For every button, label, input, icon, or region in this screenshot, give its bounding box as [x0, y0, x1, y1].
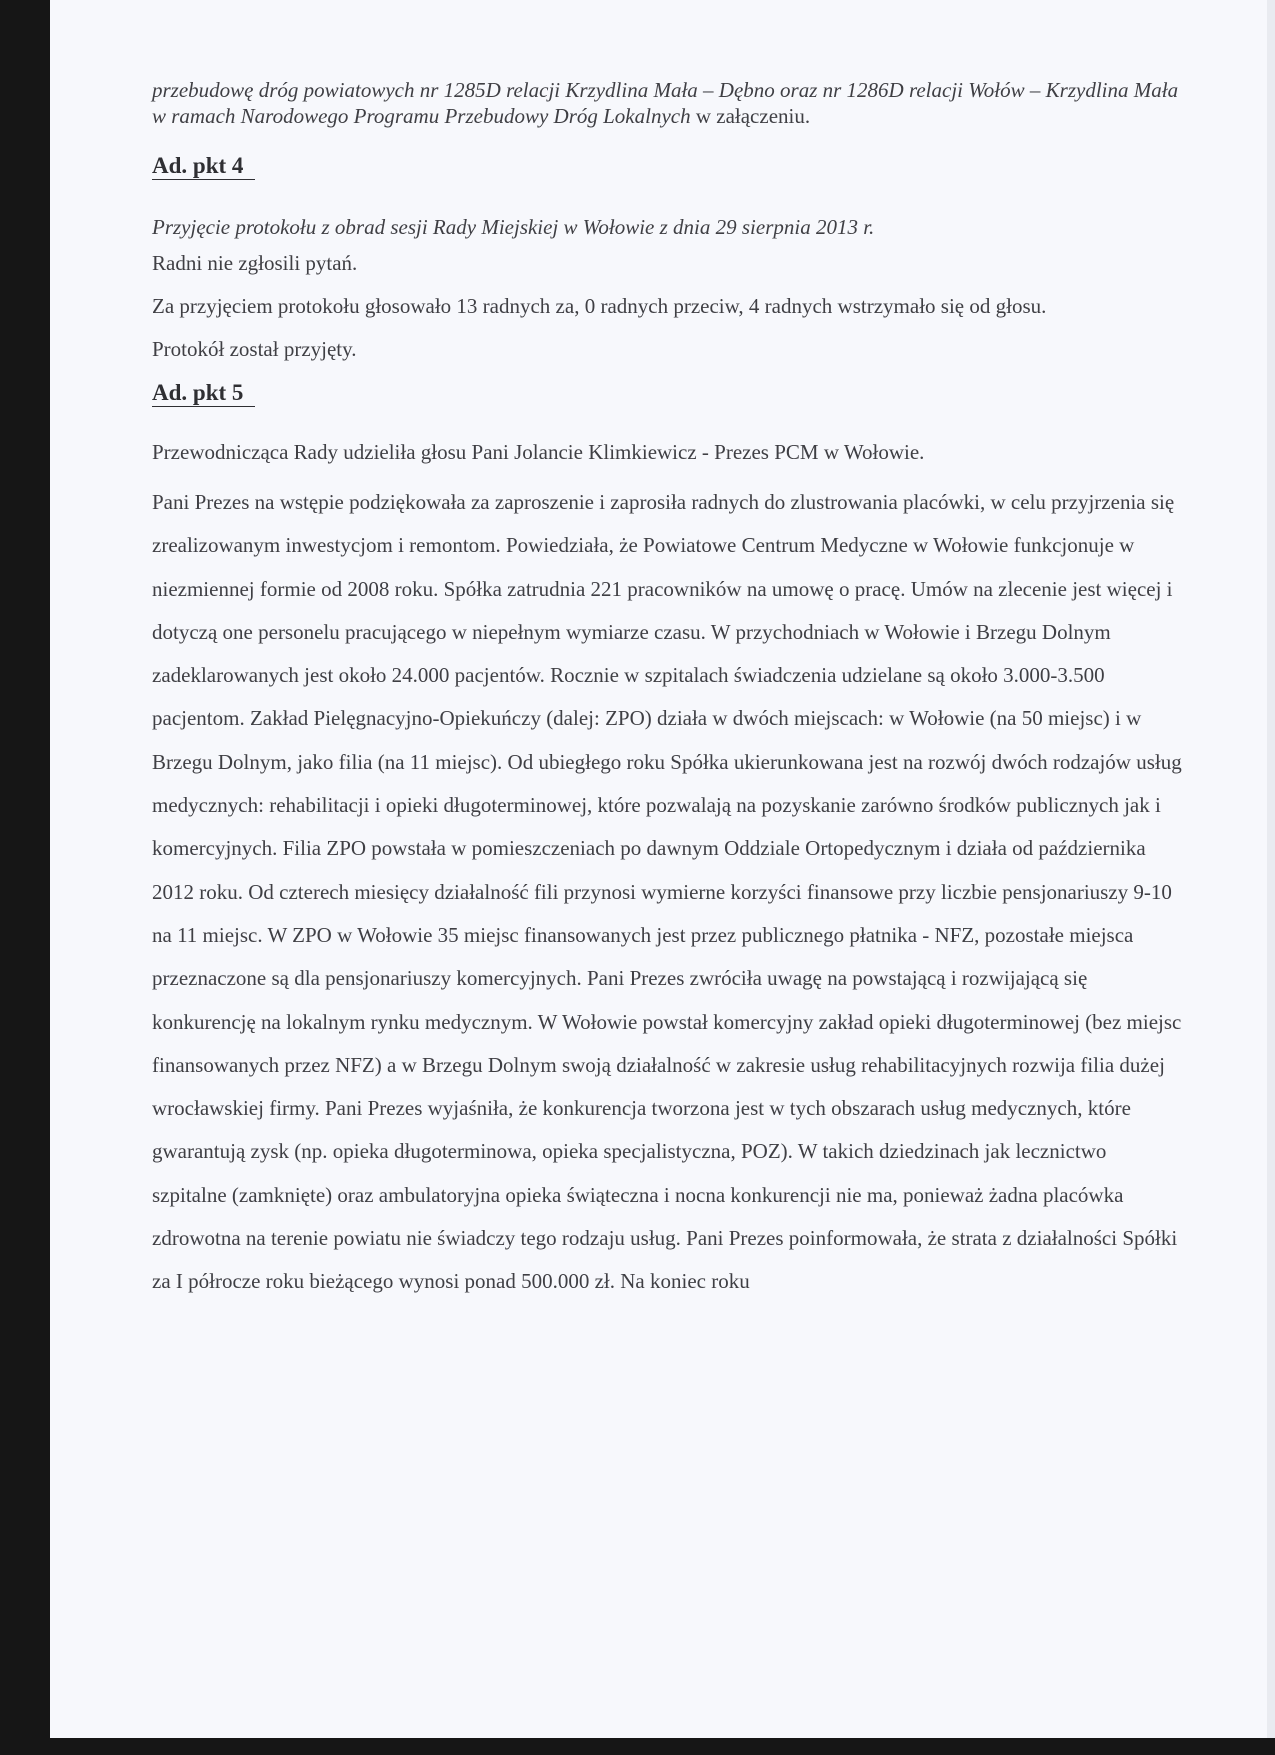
scan-edge-left: [0, 0, 50, 1755]
intro-italic-text: przebudowę dróg powiatowych nr 1285D relacji Krzydlina Mała – Dębno oraz nr 1286D relacji Wołów – Krzydlina Mała w ramach Narodowego Programu Przebudowy Dróg Lokalnych: [152, 78, 1179, 128]
scan-edge-bottom: [0, 1738, 1275, 1755]
questions-note: Radni nie zgłosili pytań.: [152, 251, 358, 275]
document-content: [152, 77, 1182, 1304]
intro-paragraph: [152, 77, 1182, 129]
protocol-accepted-note: Protokół został przyjęty.: [152, 337, 357, 361]
section-heading-pkt5: Ad. pkt 5: [152, 380, 255, 407]
vote-result: Za przyjęciem protokołu głosowało 13 radnych za, 0 radnych przeciw, 4 radnych wstrzymało się od głosu.: [152, 294, 1047, 318]
president-report-paragraph: Pani Prezes na wstępie podziękowała za zaproszenie i zaprosiła radnych do zlustrowania placówki, w celu przyjrzenia się zrealizowanym inwestycjom i remontom. Powiedziała, że Powiatowe Centrum Medyczne w Wołowie funkcjonuje w niezmiennej formie od 2008 roku. Spółka zatrudnia 221 pracowników na umowę o pracę. Umów na zlecenie jest więcej i dotyczą one personelu pracującego w niepełnym wymiarze czasu. W przychodniach w Wołowie i Brzegu Dolnym zadeklarowanych jest około 24.000 pacjentów. Rocznie w szpitalach świadczenia udzielane są około 3.000-3.500 pacjentom. Zakład Pielęgnacyjno-Opiekuńczy (dalej: ZPO) działa w dwóch miejscach: w Wołowie (na 50 miejsc) i w Brzegu Dolnym, jako filia (na 11 miejsc). Od ubiegłego roku Spółka ukierunkowana jest na rozwój dwóch rodzajów usług medycznych: rehabilitacji i opieki długoterminowej, które pozwalają na pozyskanie zarówno środków publicznych jak i komercyjnych. Filia ZPO powstała w pomieszczeniach po dawnym Oddziale Ortopedycznym i działa od października 2012 roku. Od czterech miesięcy działalność fili przynosi wymierne korzyści finansowe przy liczbie pensjonariuszy 9-10 na 11 miejsc. W ZPO w Wołowie 35 miejsc finansowanych jest przez publicznego płatnika - NFZ, pozostałe miejsca przeznaczone są dla pensjonariuszy komercyjnych. Pani Prezes zwróciła uwagę na powstającą i rozwijającą się konkurencję na lokalnym rynku medycznym. W Wołowie powstał komercyjny zakład opieki długoterminowej (bez miejsc finansowanych przez NFZ) a w Brzegu Dolnym swoją działalność w zakresie usług rehabilitacyjnych rozwija filia dużej wrocławskiej firmy. Pani Prezes wyjaśniła, że konkurencja tworzona jest w tych obszarach usług medycznych, które gwarantują zysk (np. opieka długoterminowa, opieka specjalistyczna, POZ). W takich dziedzinach jak lecznictwo szpitalne (zamknięte) oraz ambulatoryjna opieka świąteczna i nocna konkurencji nie ma, ponieważ żadna placówka zdrowotna na terenie powiatu nie świadczy tego rodzaju usług. Pani Prezes poinformowała, że strata z działalności Spółki za I półrocze roku bieżącego wynosi ponad 500.000 zł. Na koniec roku: [152, 490, 1182, 1294]
scan-edge-right: [1267, 0, 1275, 1755]
chair-intro-paragraph: Przewodnicząca Rady udzieliła głosu Pani Jolancie Klimkiewicz - Prezes PCM w Wołowie.: [152, 440, 925, 464]
section-heading-pkt4: Ad. pkt 4: [152, 153, 255, 180]
agenda-item-title: Przyjęcie protokołu z obrad sesji Rady Miejskiej w Wołowie z dnia 29 sierpnia 2013 r.: [152, 215, 875, 239]
intro-plain-text: w załączeniu.: [690, 104, 811, 128]
